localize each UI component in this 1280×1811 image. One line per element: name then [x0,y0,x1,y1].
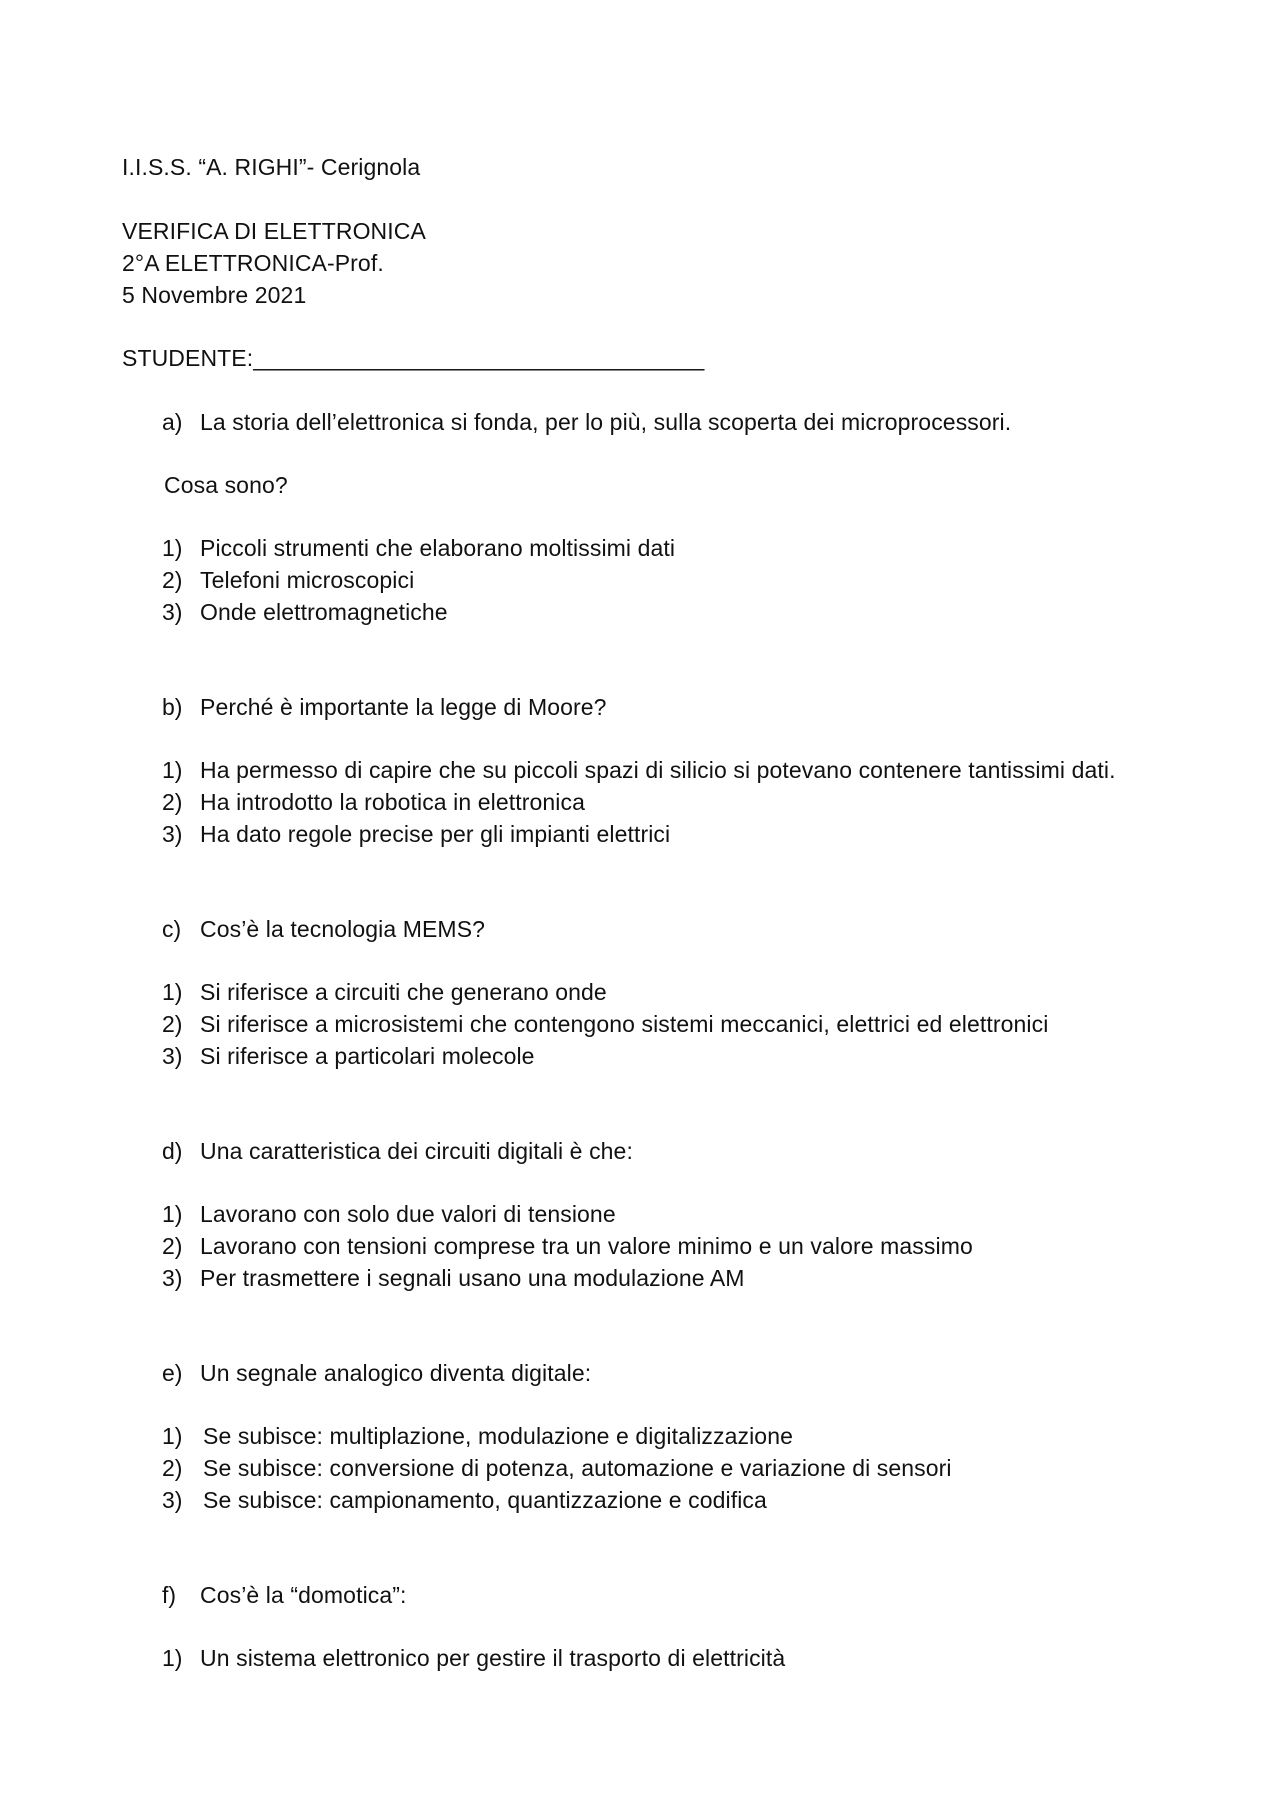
question-d-option-1: Lavorano con solo due valori di tensione [200,1201,616,1227]
question-c-option-2: Si riferisce a microsistemi che contengono sistemi meccanici, elettrici ed elettronici [200,1011,1049,1037]
question-a-option-2-num: 2) [162,567,183,593]
question-e-option-1-num: 1) [162,1423,183,1449]
question-b-option-1: Ha permesso di capire che su piccoli spazi di silicio si potevano contenere tantissimi dati. [200,757,1116,783]
question-b-option-3-num: 3) [162,821,183,847]
school-name: I.I.S.S. “A. RIGHI”- Cerignola [122,154,421,180]
question-a-text: La storia dell’elettronica si fonda, per lo più, sulla scoperta dei microprocessori. [200,409,1012,435]
question-c-text: Cos’è la tecnologia MEMS? [200,916,486,942]
question-a-option-1-num: 1) [162,535,183,561]
question-a-option-1: Piccoli strumenti che elaborano moltissimi dati [200,535,676,561]
question-c-option-3: Si riferisce a particolari molecole [200,1043,535,1069]
question-f-option-1: Un sistema elettronico per gestire il trasporto di elettricità [200,1645,786,1671]
question-b-option-2: Ha introdotto la robotica in elettronica [200,789,585,815]
question-e-letter: e) [162,1360,183,1386]
class-info: 2°A ELETTRONICA-Prof. [122,250,384,276]
question-e-text: Un segnale analogico diventa digitale: [200,1360,592,1386]
question-b-text: Perché è importante la legge di Moore? [200,694,607,720]
question-f-letter: f) [162,1582,177,1608]
question-f-text: Cos’è la “domotica”: [200,1582,407,1608]
question-e-option-2-num: 2) [162,1455,183,1481]
question-c-option-1: Si riferisce a circuiti che generano onde [200,979,607,1005]
question-f-option-1-num: 1) [162,1645,183,1671]
question-c-letter: c) [162,916,182,942]
question-a-option-3: Onde elettromagnetiche [200,599,448,625]
question-b-option-3: Ha dato regole precise per gli impianti elettrici [200,821,671,847]
test-title: VERIFICA DI ELETTRONICA [122,218,426,244]
question-a-option-3-num: 3) [162,599,183,625]
question-c-option-2-num: 2) [162,1011,183,1037]
question-e-option-3: Se subisce: campionamento, quantizzazione e codifica [203,1487,767,1513]
question-c-option-1-num: 1) [162,979,183,1005]
question-b-option-1-num: 1) [162,757,183,783]
question-e-option-3-num: 3) [162,1487,183,1513]
question-b-letter: b) [162,694,183,720]
question-d-option-3: Per trasmettere i segnali usano una modulazione AM [200,1265,745,1291]
question-d-text: Una caratteristica dei circuiti digitali è che: [200,1138,633,1164]
question-c-option-3-num: 3) [162,1043,183,1069]
question-b-option-2-num: 2) [162,789,183,815]
student-name-field: STUDENTE:___________________________________ [122,345,705,371]
question-d-option-1-num: 1) [162,1201,183,1227]
question-a-letter: a) [162,409,183,435]
question-e-option-1: Se subisce: multiplazione, modulazione e digitalizzazione [203,1423,793,1449]
test-date: 5 Novembre 2021 [122,282,307,308]
question-d-option-3-num: 3) [162,1265,183,1291]
question-d-option-2: Lavorano con tensioni comprese tra un valore minimo e un valore massimo [200,1233,973,1259]
question-e-option-2: Se subisce: conversione di potenza, automazione e variazione di sensori [203,1455,952,1481]
question-d-option-2-num: 2) [162,1233,183,1259]
question-d-letter: d) [162,1138,183,1164]
question-a-option-2: Telefoni microscopici [200,567,415,593]
question-a-subtext: Cosa sono? [164,472,288,498]
